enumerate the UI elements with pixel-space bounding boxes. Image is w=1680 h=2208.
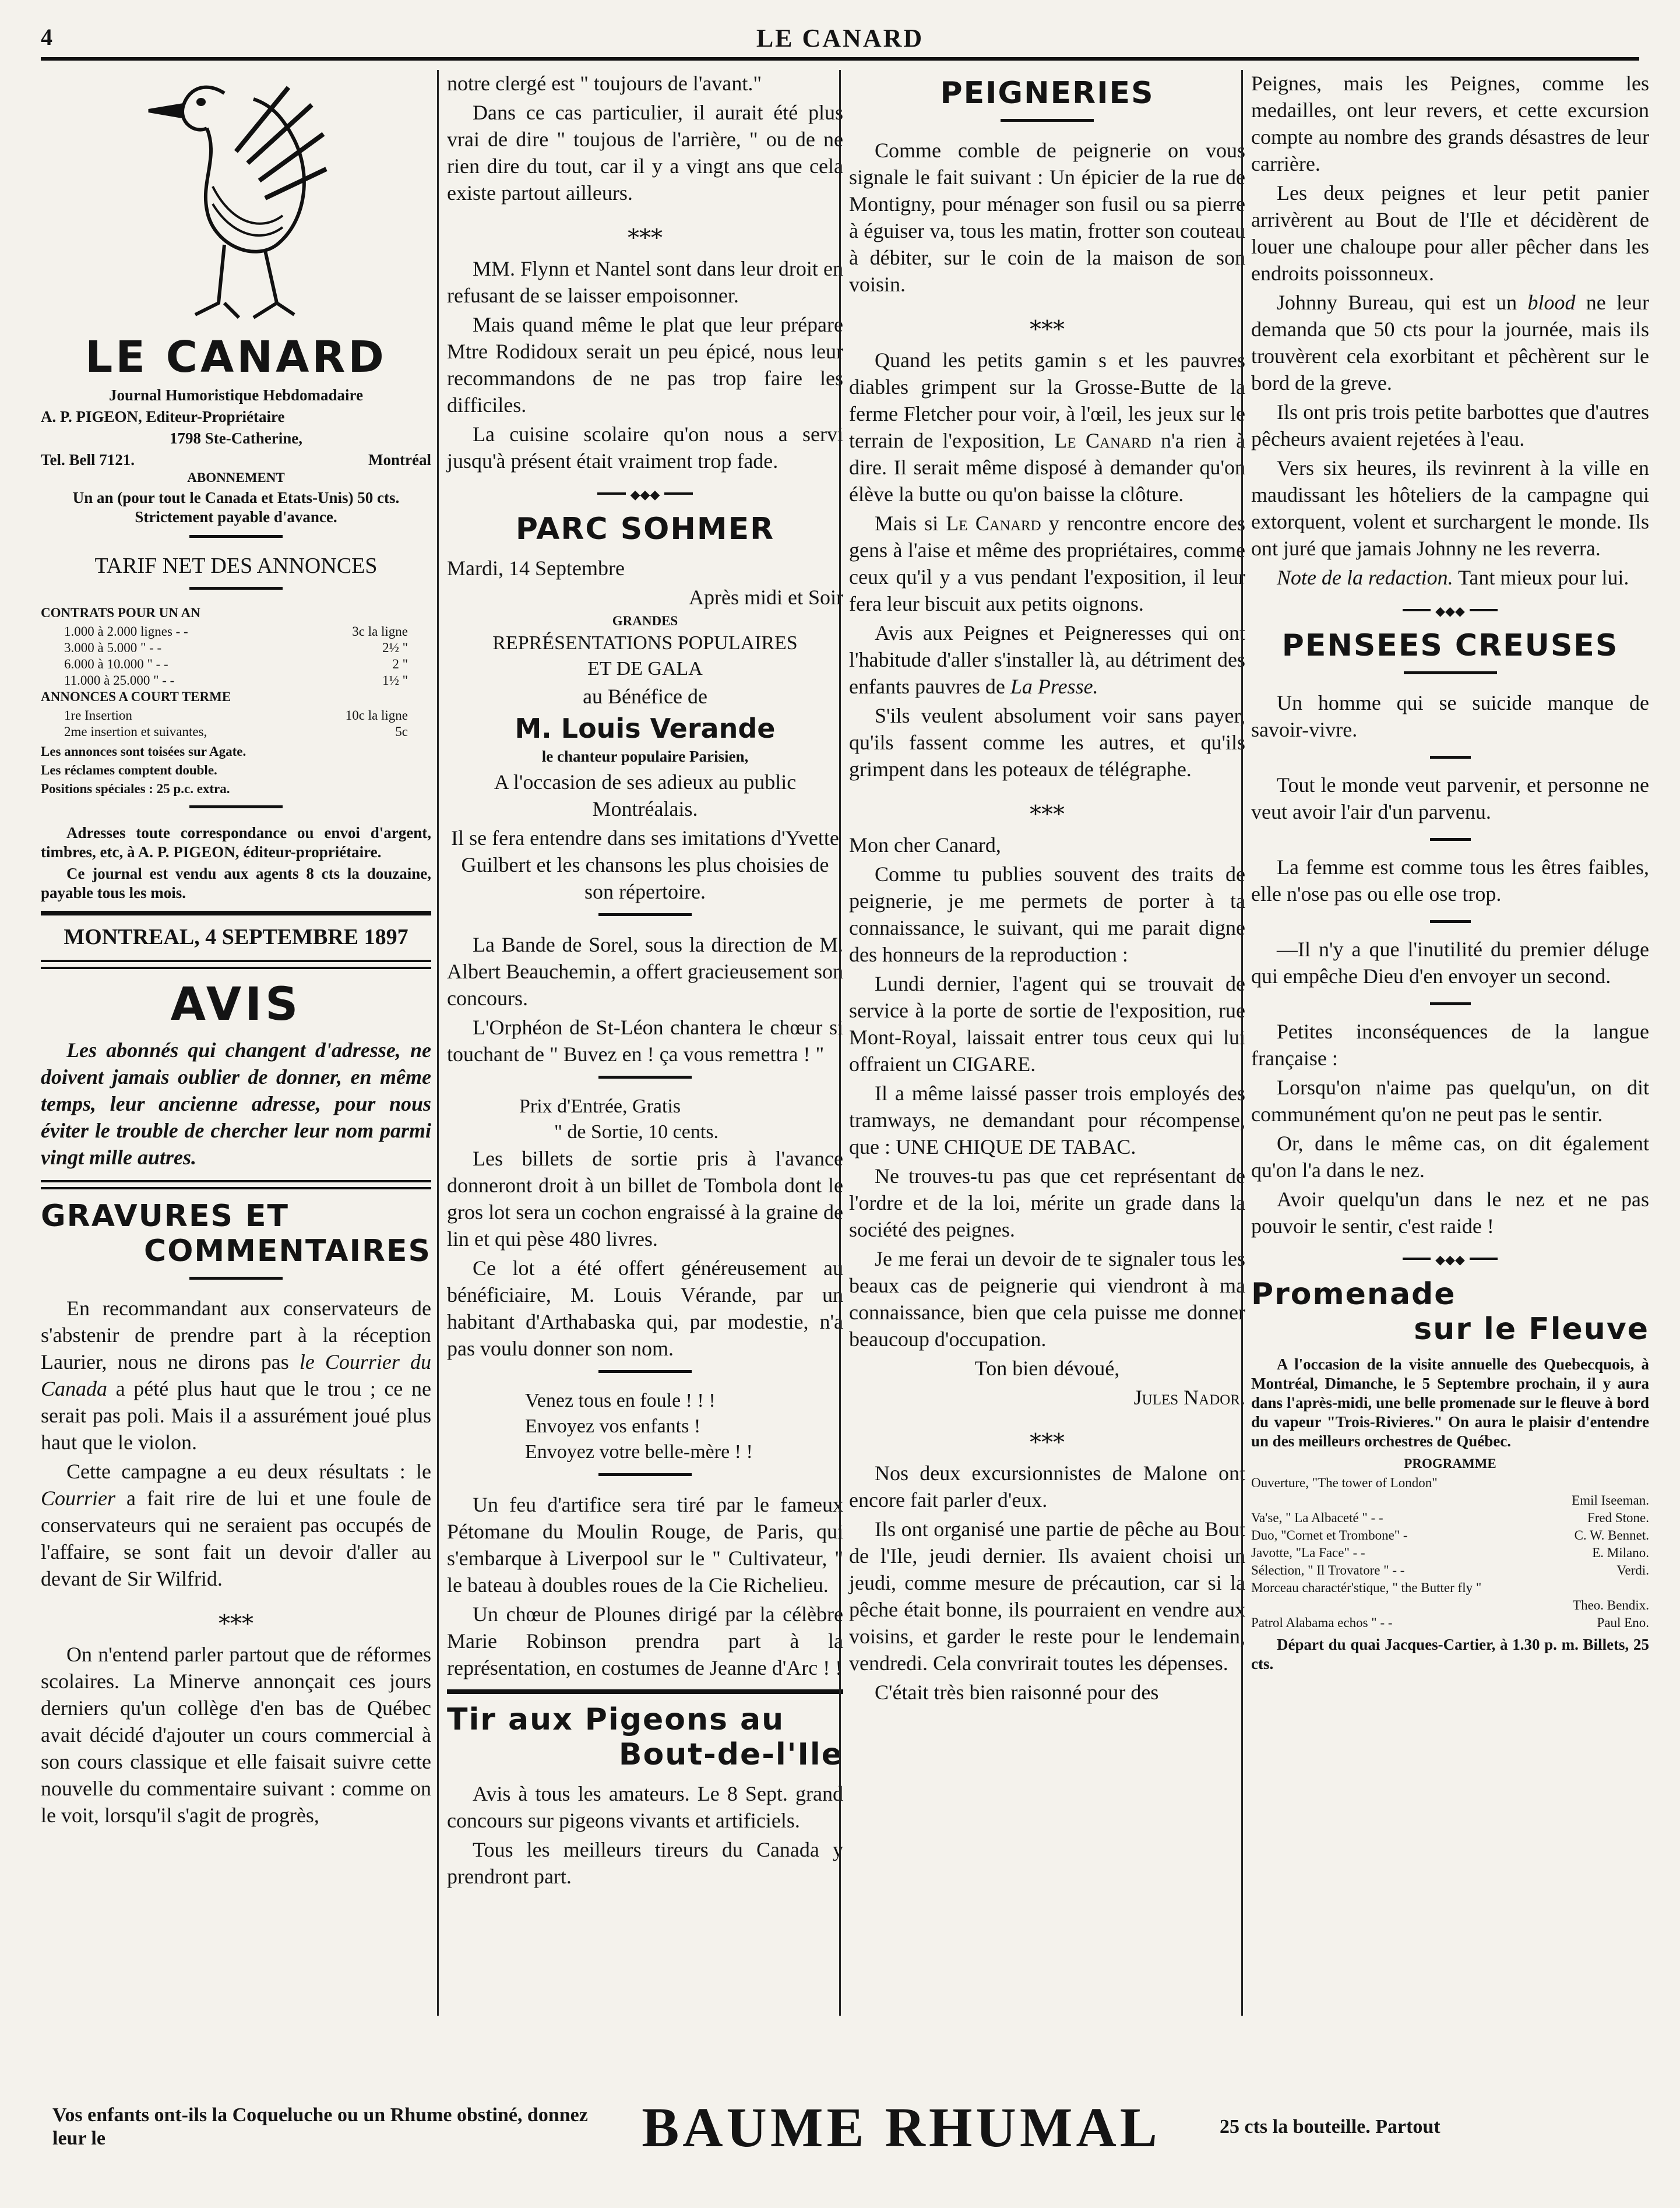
page-number: 4: [41, 24, 52, 50]
performer-desc: le chanteur populaire Parisien,: [541, 748, 749, 765]
dash-separator: [1430, 838, 1471, 841]
article-paragraph: Nos deux excursionnistes de Malone ont encore fait parler d'eux.: [849, 1462, 1245, 1512]
event-time: Après midi et Soir: [689, 586, 843, 609]
running-title: LE CANARD: [756, 24, 924, 52]
column-4: [1241, 70, 1649, 2016]
article-paragraph: Avis à tous les amateurs. Le 8 Sept. grand concours sur pigeons vivants et artificiels.: [447, 1782, 843, 1832]
article-paragraph: Avis aux Peignes et Peigneresses qui ont l'habitude d'aller s'installer là, au détriment des enfants pauvres de La Presse.: [849, 621, 1245, 698]
article-paragraph: L'Orphéon de St-Léon chantera le chœur si touchant de " Buvez en ! ça vous remettra ! ": [447, 1016, 843, 1066]
article-paragraph: Dans ce cas particulier, il aurait été plus vrai de dire " toujous de l'arrière, " ou de ne rien dire du tout, car il y a vingt ans que cela existe partout ailleurs.: [447, 101, 843, 205]
rule: [189, 1277, 283, 1280]
stars-separator: ⁎⁎⁎: [219, 1603, 253, 1629]
programme-row: Ouverture, "The tower of London": [1251, 1475, 1438, 1490]
benefice: au Bénéfice de: [583, 685, 707, 708]
rule: [598, 1473, 692, 1476]
article-paragraph: Je me ferai un devoir de te signaler tous les beaux cas de peignerie qui viendront à ma connaissance, bien que cela puisse me donner beaucoup d'occupation.: [849, 1247, 1245, 1351]
imitations: Il se fera entendre dans ses imitations d'Yvette Guilbert et les chansons les plus choisies de son répertoire.: [451, 826, 839, 903]
letter-signature: Jules Nador.: [1133, 1386, 1245, 1409]
gravures-title: GRAVURES ET: [41, 1199, 290, 1234]
article-paragraph: Comme comble de peignerie on vous signale le fait suivant : Un épicier de la rue de Montigny, pour ménager son fusil ou sa pierre à éguiser va, tous les matin, frotter son couteau à débiter, sur le coin de la maison de son voisin.: [849, 139, 1245, 296]
article-paragraph: S'ils veulent absolument voir sans payer, qu'ils fassent comme les autres, et qu'ils grimpent dans les poteaux de télégraphe.: [849, 704, 1245, 781]
maxim: La femme est comme tous les êtres faibles, elle n'ose pas ou elle ose trop.: [1251, 855, 1649, 906]
address-note: Adresses toute correspondance ou envoi d'argent, timbres, etc, à A. P. PIGEON, éditeur-propriétaire.: [41, 824, 431, 861]
tir-title: Tir aux Pigeons au: [447, 1702, 785, 1737]
note-line: Positions spéciales : 25 p.c. extra.: [41, 781, 230, 796]
dash-separator: [1430, 1002, 1471, 1005]
article-paragraph: Comme tu publies souvent des traits de peignerie, je me permets de porter à ta connaissance, le suivant, qui me parait digne des honneurs de la reproduction :: [849, 862, 1245, 966]
maxim: Tout le monde veut parvenir, et personne ne veut avoir l'air d'un parvenu.: [1251, 773, 1649, 823]
gravures-title-2: COMMENTAIRES: [144, 1234, 431, 1269]
article-paragraph: Cette campagne a eu deux résultats : le Courrier a fait rire de lui et une foule de conservateurs qui ne seraient pas occupés de l'affaire, se sont fait un devoir d'aller au devant de Sir Wilfrid.: [41, 1460, 431, 1590]
programme-row: Duo, "Cornet et Trombone" - C. W. Bennet.: [1251, 1528, 1649, 1543]
stars-separator: ⁎⁎⁎: [1030, 1422, 1065, 1448]
rule: [1001, 119, 1094, 122]
maxim: Petites inconséquences de la langue française :: [1251, 1020, 1649, 1070]
stars-separator: ⁎⁎⁎: [1030, 309, 1065, 335]
programme-row: Patrol Alabama echos " - - Paul Eno.: [1251, 1615, 1649, 1630]
contracts-title: CONTRATS POUR UN AN: [41, 605, 200, 620]
rule: [189, 805, 283, 808]
article-paragraph: Mais si Le Canard y rencontre encore des gens à l'aise et même des propriétaires, comme ceux qu'il y a vus pendant l'exposition, il leur fera leur biscuit aux petits oignons.: [849, 512, 1245, 615]
article-paragraph: Les billets de sortie pris à l'avance donneront droit à un billet de Tombola dont le gros lot sera un cochon engraissé à la graine de lin et qui pèse 480 livres.: [447, 1147, 843, 1251]
stars-separator: ⁎⁎⁎: [1030, 794, 1065, 820]
promenade-title: Promenade: [1251, 1277, 1456, 1312]
bottom-advertisement: [52, 2086, 1628, 2168]
promenade-title-2: sur le Fleuve: [1414, 1312, 1649, 1347]
maxim: Un homme qui se suicide manque de savoir-vivre.: [1251, 691, 1649, 741]
maxim: Avoir quelqu'un dans le nez et ne pas pouvoir le sentir, c'est raide !: [1251, 1188, 1649, 1238]
rate-row: 6.000 à 10.000 " - - 2 ": [64, 657, 408, 671]
article-paragraph: MM. Flynn et Nantel sont dans leur droit en refusant de se laisser empoisonner.: [447, 257, 843, 307]
city: Montréal: [368, 451, 431, 469]
rule: [1404, 671, 1497, 674]
avis-text: Les abonnés qui changent d'adresse, ne doivent jamais oublier de donner, en même temps, leur ancienne adresse, pour nous éviter le trouble de chercher leur nom parmi vingt mille autres.: [41, 1038, 431, 1169]
article-paragraph: Vers six heures, ils revinrent à la ville en maudissant les hôteliers de la campagne qui extorquent, volent et surchargent le monde. Ils ont juré que jamais Johnny ne les reverra.: [1251, 456, 1649, 560]
article-paragraph: Un chœur de Plounes dirigé par la célèbre Marie Robinson prendra part à la représentation, en costumes de Jeanne d'Arc ! !: [447, 1603, 843, 1679]
maxim: Or, dans le même cas, on dit également qu'on l'a dans le nez.: [1251, 1132, 1649, 1182]
article-paragraph: Mais quand même le plat que leur prépare Mtre Rodidoux serait un peu épicé, nous leur recommandons de ne pas trop faire les difficiles.: [447, 313, 843, 417]
rule: [189, 587, 283, 590]
rule: [189, 535, 283, 538]
article-paragraph: Lundi dernier, l'agent qui se trouvait de service à la porte de sortie de l'exposition, rue Mont-Royal, laissait entrer tous ceux qui lui offraient un CIGARE.: [849, 972, 1245, 1076]
publisher-address: 1798 Ste-Catherine,: [170, 429, 302, 447]
programme-row: Javotte, "La Face" - - E. Milano.: [1251, 1545, 1649, 1560]
programme-row: Emil Iseeman.: [1572, 1493, 1649, 1508]
verse-line: Venez tous en foule ! ! !: [525, 1390, 716, 1411]
running-header: [41, 23, 1639, 58]
dateline: MONTREAL, 4 SEPTEMBRE 1897: [64, 925, 408, 949]
editor-note: Note de la redaction. Tant mieux pour lui.: [1277, 566, 1629, 589]
ornament-rule: ◆◆◆: [1251, 1252, 1649, 1264]
programme-row: Morceau charactér'stique, " the Butter fly ": [1251, 1580, 1482, 1595]
article-paragraph: Quand les petits gamin s et les pauvres diables grimpent sur la Grosse-Butte de la ferme Fletcher pour voir, à l'œil, les jeux sur le terrain de l'exposition, Le Canard n'a rien à dire. Il serait même disposé à demander qu'on élève la butte ou qu'on baisse la clôture.: [849, 348, 1245, 506]
article-paragraph: Johnny Bureau, qui est un blood ne leur demanda que 50 cts pour la journée, mais ils trouvèrent cela exorbitant et pêchèrent sur le bord de la greve.: [1251, 291, 1649, 395]
rule: [41, 911, 431, 915]
article-paragraph: Il a même laissé passer trois employés des tramways, ne demandant pour récompense, que : UNE CHIQUE DE TABAC.: [849, 1082, 1245, 1158]
rule: [41, 1180, 431, 1189]
ornament-rule: ◆◆◆: [447, 487, 843, 499]
ad-right-text: 25 cts la bouteille. Partout: [1220, 2116, 1440, 2137]
article-paragraph: La cuisine scolaire qu'on nous a servi jusqu'à présent était vraiment trop fade.: [447, 422, 843, 473]
rule: [598, 1370, 692, 1373]
verse-line: Envoyez votre belle-mère ! !: [525, 1441, 753, 1463]
rate-row: 2me insertion et suivantes, 5c: [64, 724, 408, 739]
avis-title: AVIS: [170, 978, 302, 1031]
duck-logo-icon: [137, 70, 335, 326]
grandes: GRANDES: [612, 614, 678, 628]
rate-row: 1re Insertion 10c la ligne: [64, 708, 408, 723]
dash-separator: [1430, 920, 1471, 923]
parc-sohmer-title: PARC SOHMER: [515, 512, 775, 547]
rule: [41, 960, 431, 969]
letter-close: Ton bien dévoué,: [974, 1357, 1120, 1380]
column-3: [839, 70, 1245, 2016]
article-paragraph: Ils ont pris trois petite barbottes que d'autres pêcheurs avaient rejetées à l'eau.: [1251, 400, 1649, 450]
stars-separator: ⁎⁎⁎: [628, 217, 663, 244]
maxim: —Il n'y a que l'inutilité du premier déluge qui empêche Dieu d'en envoyer un second.: [1251, 938, 1649, 988]
abonnement-text: Un an (pour tout le Canada et Etats-Unis) 50 cts. Strictement payable d'avance.: [72, 489, 400, 526]
rule: [447, 1689, 843, 1694]
header-rule: [41, 57, 1639, 61]
abonnement-title: ABONNEMENT: [187, 470, 285, 485]
note-line: Les annonces sont toisées sur Agate.: [41, 744, 246, 759]
peigneries-title: PEIGNERIES: [940, 76, 1154, 111]
telephone: Tel. Bell 7121.: [41, 451, 135, 469]
article-paragraph: Un feu d'artifice sera tiré par le fameux Pétomane du Moulin Rouge, de Paris, qui s'embarque à Liverpool sur le " Cultivateur, " le bateau à doubles roues de la Cie Richelieu.: [447, 1493, 843, 1597]
verse-line: Envoyez vos enfants !: [525, 1415, 701, 1437]
article-paragraph: Peignes, mais les Peignes, comme les medailles, ont leur revers, et cette excursion compte au nombre des grands désastres de leur carrière.: [1251, 72, 1649, 175]
note-line: Les réclames comptent double.: [41, 763, 217, 777]
programme-title: PROGRAMME: [1404, 1456, 1496, 1471]
article-paragraph: Ils ont organisé une partie de pêche au Bout de l'Ile, jeudi dernier. Ils avaient choisi un jeudi, comme mesure de précaution, car si la pêche était bonne, ils pourraient en vendre aux voisins, et garder le reste pour le lendemain, vendredi. Cela convrirait toutes les dépenses.: [849, 1517, 1245, 1675]
column-1: [41, 70, 431, 2016]
tarif-title: TARIF NET DES ANNONCES: [94, 554, 378, 578]
rule: [598, 913, 692, 916]
event-date: Mardi, 14 Septembre: [447, 557, 625, 580]
article-paragraph: Les deux peignes et leur petit panier arrivèrent au Bout de l'Ile et décidèrent de louer une chaloupe pour aller pêcher dans les endroits poissonneux.: [1251, 181, 1649, 285]
pensees-title: PENSEES CREUSES: [1281, 628, 1619, 663]
prix-entree: Prix d'Entrée, Gratis: [519, 1096, 681, 1117]
article-paragraph: En recommandant aux conservateurs de s'abstenir de prendre part à la réception Laurier, nous ne dirons pas le Courrier du Canada a pété plus haut que le trou ; ce ne serait pas poli. Mais il a assurément joué plus haut que le violon.: [41, 1297, 431, 1454]
performer-name: M. Louis Verande: [515, 713, 776, 744]
maxim: Lorsqu'on n'aime pas quelqu'un, on dit communément qu'on ne peut pas le sentir.: [1251, 1076, 1649, 1126]
ad-left-text: Vos enfants ont-ils la Coqueluche ou un Rhume obstiné, donnez leur le: [52, 2104, 588, 2149]
dash-separator: [1430, 756, 1471, 759]
ad-product-name: BAUME RHUMAL: [642, 2096, 1161, 2158]
article-paragraph: On n'entend parler partout que de réformes scolaires. La Minerve annonçait ces jours derniers qu'un collège d'en bas de Québec avait décidé d'ajouter un cours commercial à son cours classique et elle faisait suivre cette nouvelle du commentaire suivant : comme on le voit, lorsqu'il s'agit de progrès,: [41, 1643, 431, 1827]
agents-note: Ce journal est vendu aux agents 8 cts la douzaine, payable tous les mois.: [41, 865, 431, 901]
tir-title-2: Bout-de-l'Ile: [618, 1737, 843, 1772]
article-paragraph: Ce lot a été offert généreusement au bénéficiaire, M. Louis Vérande, par un habitant d'Arthabaska qui, par modestie, n'a pas voulu donner son nom.: [447, 1256, 843, 1360]
column-2: [437, 70, 843, 2016]
article-paragraph: La Bande de Sorel, sous la direction de M. Albert Beauchemin, a offert gracieusement son concours.: [447, 933, 843, 1010]
depart-note: Départ du quai Jacques-Cartier, à 1.30 p. m. Billets, 25 cts.: [1251, 1636, 1649, 1672]
tel-line: [41, 450, 431, 470]
representations-gala: ET DE GALA: [587, 658, 703, 679]
court-terme-title: ANNONCES A COURT TERME: [41, 689, 231, 704]
article-paragraph: notre clergé est " toujours de l'avant.": [447, 72, 762, 95]
promenade-text: A l'occasion de la visite annuelle des Quebecquois, à Montréal, Dimanche, le 5 Septembre prochain, il y aura dans l'après-midi, une belle promenade sur le fleuve à bord du vapeur "Trois-Rivieres." On aura le plaisir d'entendre un des meilleurs orchestres de Québec.: [1251, 1355, 1649, 1450]
programme-row: Sélection, " Il Trovatore " - - Verdi.: [1251, 1563, 1649, 1577]
rate-row: 11.000 à 25.000 " - - 1½ ": [64, 673, 408, 688]
rate-row: 1.000 à 2.000 lignes - - 3c la ligne: [64, 624, 408, 639]
representations: REPRÉSENTATIONS POPULAIRES: [492, 632, 798, 654]
ornament-rule: ◆◆◆: [1251, 604, 1649, 615]
programme-row: Va'se, " La Albaceté " - - Fred Stone.: [1251, 1510, 1649, 1525]
publisher: A. P. PIGEON, Editeur-Propriétaire: [41, 408, 285, 425]
adieux: A l'occasion de ses adieux au public Montréalais.: [494, 770, 797, 820]
article-paragraph: C'était très bien raisonné pour des: [875, 1681, 1159, 1704]
prix-sortie: " de Sortie, 10 cents.: [554, 1121, 719, 1143]
article-paragraph: Tous les meilleurs tireurs du Canada y prendront part.: [447, 1838, 843, 1888]
letter-salutation: Mon cher Canard,: [849, 833, 1001, 857]
rate-row: 3.000 à 5.000 " - - 2½ ": [64, 640, 408, 655]
programme-row: Theo. Bendix.: [1573, 1598, 1649, 1612]
rule: [598, 1076, 692, 1079]
article-paragraph: Ne trouves-tu pas que cet représentant de l'ordre et de la loi, mérite un grade dans la société des peignes.: [849, 1164, 1245, 1241]
masthead-title: LE CANARD: [85, 332, 387, 382]
masthead-subtitle: Journal Humoristique Hebdomadaire: [108, 386, 364, 404]
